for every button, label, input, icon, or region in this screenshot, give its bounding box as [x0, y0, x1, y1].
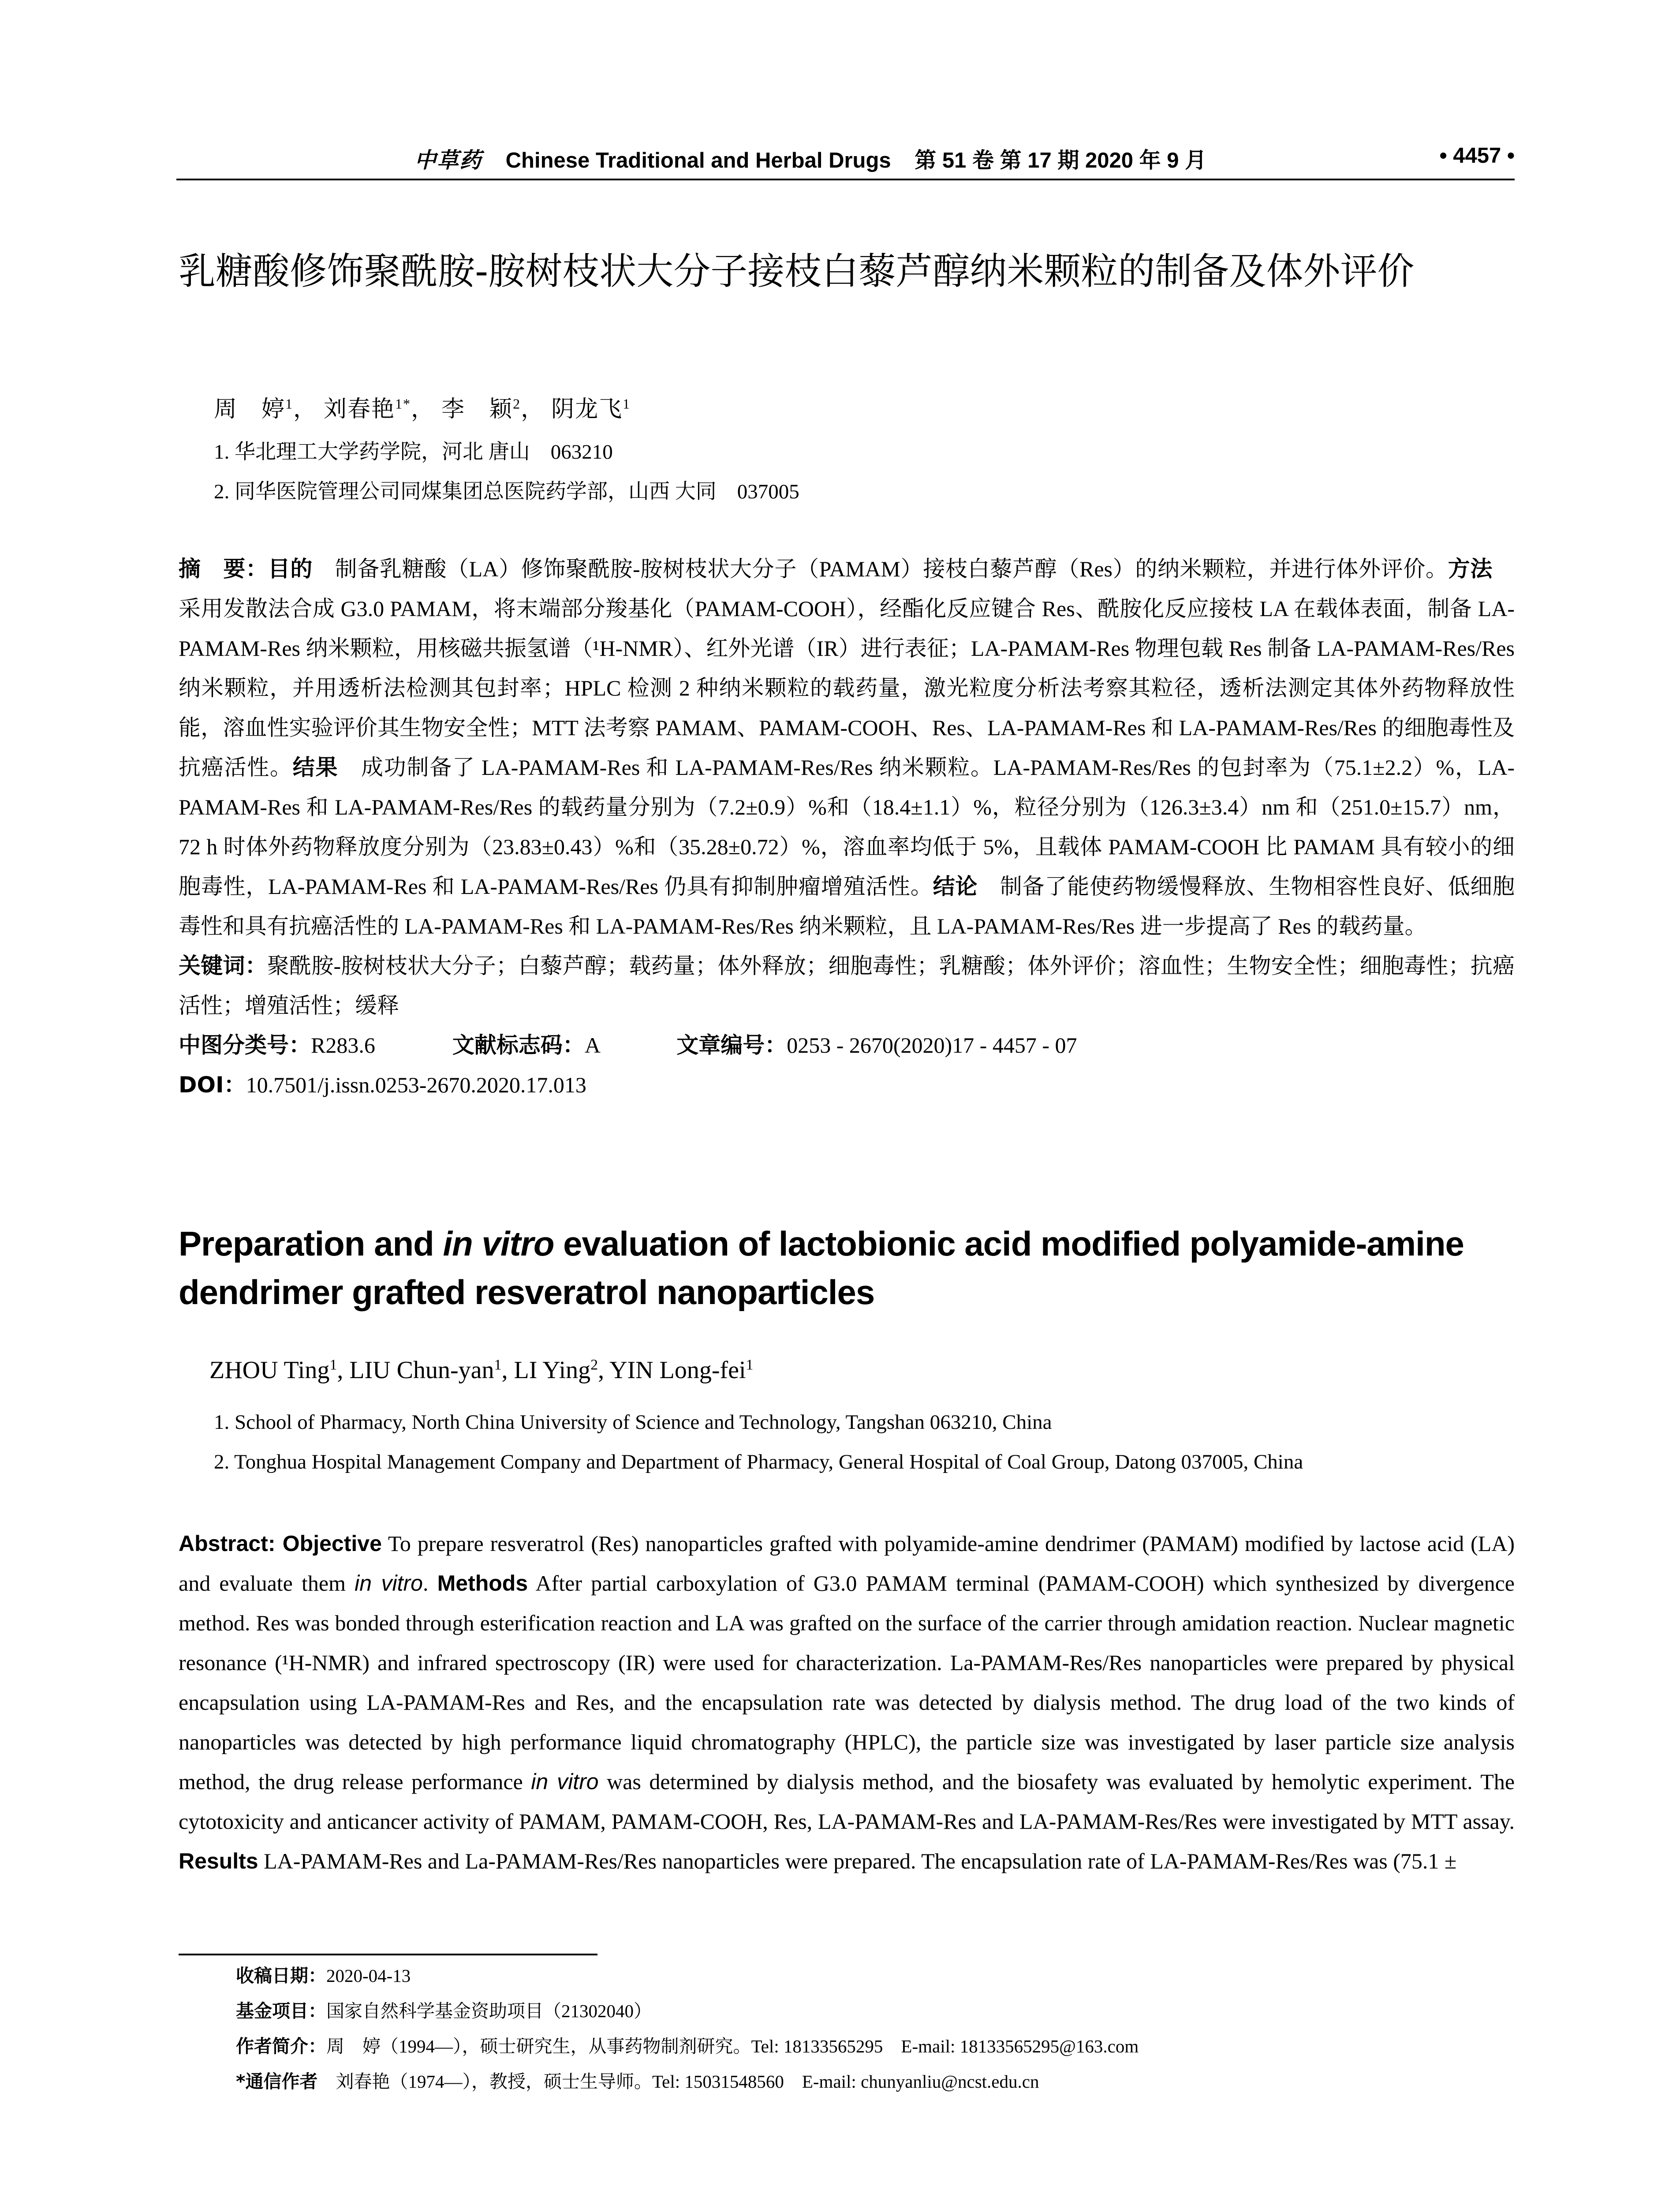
journal-issue: 第 51 卷 第 17 期 2020 年 9 月 [915, 149, 1207, 172]
footnote-author: 作者简介：周 婷（1994—），硕士研究生，从事药物制剂研究。Tel: 18133565295 E-mail: 18133565295@163.com [236, 2036, 1139, 2057]
author-zh: 周 婷$^1$ [214, 396, 294, 422]
journal-name-zh: 中草药 [414, 147, 482, 173]
abstract-zh [179, 549, 1515, 1105]
title-zh: 乳糖酸修饰聚酰胺-胺树枝状大分子接枝白藜芦醇纳米颗粒的制备及体外评价 [179, 250, 1415, 293]
authors-zh: 周 婷$^1$， 刘春艳$^{1*}$， 李 颖$^2$， 阴龙飞$^1$ [214, 396, 631, 422]
footnote-rule [179, 1954, 597, 1955]
affiliation-zh: 2. 同华医院管理公司同煤集团总医院药学部，山西 大同 037005 [214, 480, 799, 503]
affiliations-zh [214, 432, 799, 512]
author-zh: 阴龙飞$^1$ [551, 396, 631, 422]
abstract-zh-body: 摘 要：目的 制备乳糖酸（LA）修饰聚酰胺-胺树枝状大分子（PAMAM）接枝白藜芦醇（Res）的纳米颗粒，并进行体外评价。方法 采用发散法合成 G3.0 PAMAM，将末端部分羧基化（PAMAM-COOH），经酯化反应键合 Res、酰胺化反应接枝 LA 在载体表面，制备 LA-PAMAM-Res 纳米颗粒，用核磁共振氢谱（¹H-NMR）、红外光谱（IR）进行表征；LA-PAMAM-Res 物理包载 Res 制备 LA-PAMAM-Res/Res 纳米颗粒，并用透析法检测其包封率；HPLC 检测 2 种纳米颗粒的载药量，激光粒度分析法考察其粒径，透析法测定其体外药物释放性能，溶血性实验评价其生物安全性；MTT 法考察 PAMAM、PAMAM-COOH、Res、LA-PAMAM-Res 和 LA-PAMAM-Res/Res 的细胞毒性及抗癌活性。结果 成功制备了 LA-PAMAM-Res 和 LA-PAMAM-Res/Res 纳米颗粒。LA-PAMAM-Res/Res 的包封率为（75.1±2.2）%，LA-PAMAM-Res 和 LA-PAMAM-Res/Res 的载药量分别为（7.2±0.9）%和（18.4±1.1）%，粒径分别为（126.3±3.4）nm 和（251.0±15.7）nm，72 h 时体外药物释放度分别为（23.83±0.43）%和（35.28±0.72）%，溶血率均低于 5%，且载体 PAMAM-COOH 比 PAMAM 具有较小的细胞毒性，LA-PAMAM-Res 和 LA-PAMAM-Res/Res 仍具有抑制肿瘤增殖活性。结论 制备了能使药物缓慢释放、生物相容性良好、低细胞毒性和具有抗癌活性的 LA-PAMAM-Res 和 LA-PAMAM-Res/Res 纳米颗粒，且 LA-PAMAM-Res/Res 进一步提高了 Res 的载药量。 [179, 556, 1515, 938]
affiliation-en: 1. School of Pharmacy, North China University of Science and Technology, Tangshan 063210, China [214, 1411, 1052, 1434]
footnote-corresponding: *通信作者 刘春艳（1974—），教授，硕士生导师。Tel: 15031548560 E-mail: chunyanliu@ncst.edu.cn [236, 2071, 1039, 2092]
footnote-received: 收稿日期：2020-04-13 [236, 1965, 411, 1986]
affiliations-en [214, 1402, 1303, 1482]
authors-en: ZHOU Ting$^1$, LIU Chun-yan$^1$, LI Ying$^2$, YIN Long-fei$^1$ [209, 1357, 754, 1384]
author-en: LIU Chun-yan$^1$ [349, 1357, 502, 1384]
header-rule [176, 179, 1515, 180]
affiliation-zh: 1. 华北理工大学药学院，河北 唐山 063210 [214, 441, 613, 463]
abstract-en: Abstract: Objective To prepare resveratrol (Res) nanoparticles grafted with polyamide-amine dendrimer (PAMAM) modified by lactose acid (LA) and evaluate them in vitro. Methods After partial carboxylation of G3.0 PAMAM terminal (PAMAM-COOH) which synthesized by divergence method. Res was bonded through esterification reaction and LA was grafted on the surface of the carrier through amidation reaction. Nuclear magnetic resonance (¹H-NMR) and infrared spectroscopy (IR) were used for characterization. La-PAMAM-Res/Res nanoparticles were prepared by physical encapsulation using LA-PAMAM-Res and Res, and the encapsulation rate was detected by dialysis method. The drug load of the two kinds of nanoparticles was detected by high performance liquid chromatography (HPLC), the particle size was investigated by laser particle size analysis method, the drug release performance in vitro was determined by dialysis method, and the biosafety was evaluated by hemolytic experiment. The cytotoxicity and anticancer activity of PAMAM, PAMAM-COOH, Res, LA-PAMAM-Res and LA-PAMAM-Res/Res were investigated by MTT assay. Results LA-PAMAM-Res and La-PAMAM-Res/Res nanoparticles were prepared. The encapsulation rate of LA-PAMAM-Res/Res was (75.1 ± [179, 1531, 1515, 1873]
footnote-fund: 基金项目：国家自然科学基金资助项目（21302040） [236, 2000, 652, 2022]
keywords-zh: 关键词：聚酰胺-胺树枝状大分子；白藜芦醇；载药量；体外释放；细胞毒性；乳糖酸；体外评价；溶血性；生物安全性；细胞毒性；抗癌活性；增殖活性；缓释 [179, 953, 1515, 1018]
doi-line: DOI：10.7501/j.issn.0253-2670.2020.17.013 [179, 1072, 586, 1098]
author-en: LI Ying$^2$ [514, 1357, 598, 1384]
journal-name-en: Chinese Traditional and Herbal Drugs [505, 149, 891, 172]
classification-line: 中图分类号：R283.6 文献标志码：A 文章编号：0253 - 2670(2020)17 - 4457 - 07 [179, 1032, 1077, 1058]
running-header [176, 135, 1515, 174]
page-number: • 4457 • [1439, 144, 1515, 168]
footnotes [236, 1958, 1139, 2099]
author-en: YIN Long-fei$^1$ [609, 1357, 754, 1384]
title-en: Preparation and in vitro evaluation of lactobionic acid modified polyamide-amine dendrimer grafted resveratrol nanoparticles [179, 1224, 1464, 1312]
affiliation-en: 2. Tonghua Hospital Management Company and Department of Pharmacy, General Hospital of Coal Group, Datong 037005, China [214, 1450, 1303, 1473]
author-zh: 李 颖$^2$ [441, 396, 521, 422]
journal-info [414, 143, 1206, 174]
author-en: ZHOU Ting$^1$ [209, 1357, 337, 1384]
author-zh: 刘春艳$^{1*}$ [324, 396, 411, 422]
